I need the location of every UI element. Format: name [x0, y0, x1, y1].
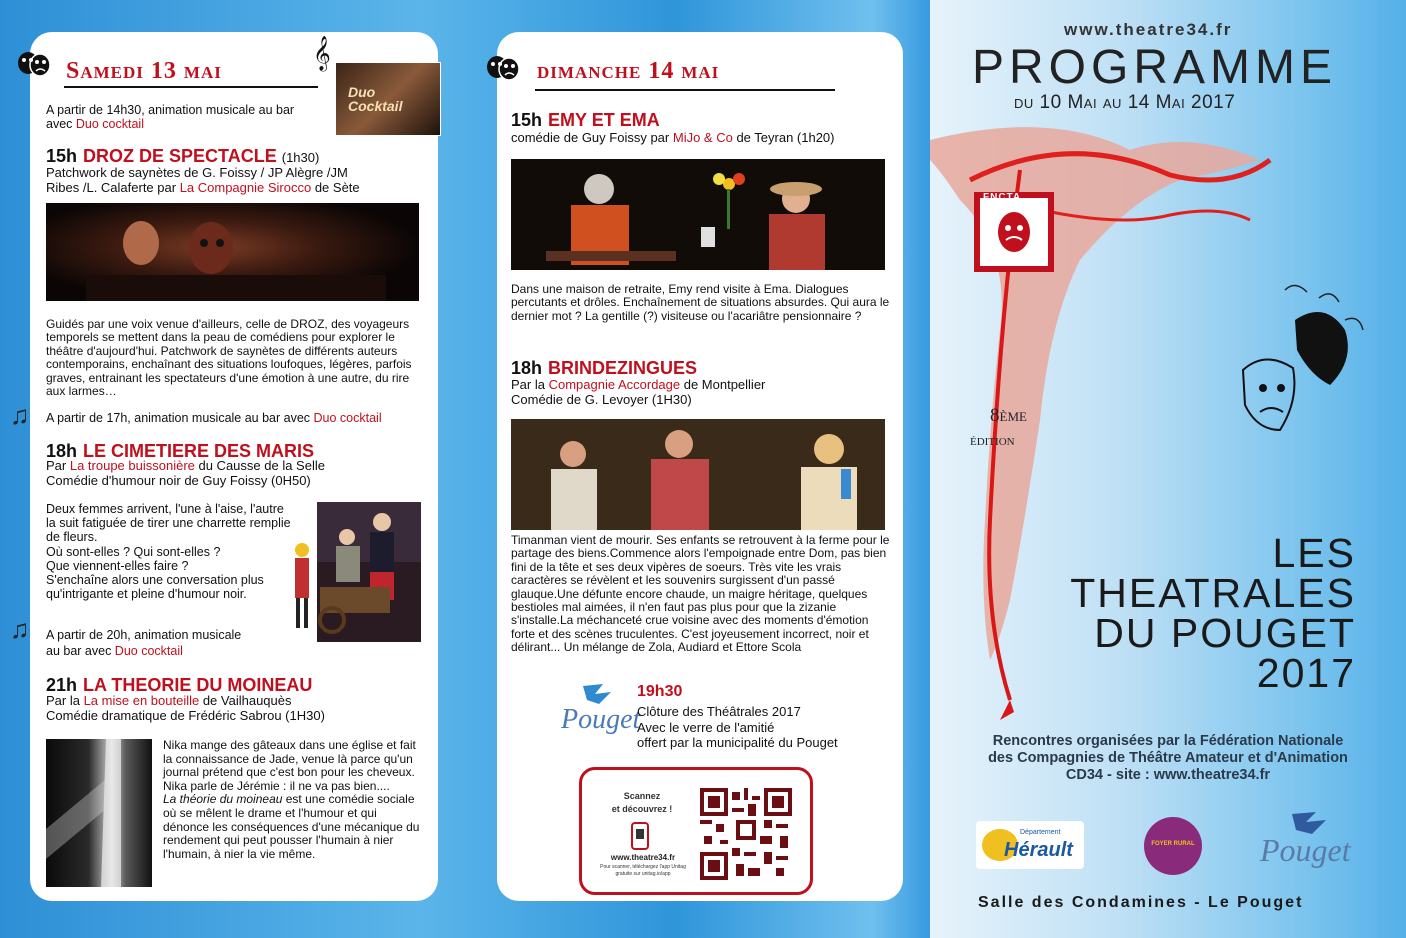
festival-title: LES THEATRALES DU POUGET 2017 — [1070, 530, 1356, 696]
pouget-logo — [1256, 810, 1351, 882]
theatre-masks-icon — [16, 50, 52, 85]
show-brindezingues-info: Par la Compagnie Accordage de Montpellier Comédie de G. Levoyer (1H30) — [511, 377, 766, 407]
show-emy-photo — [511, 159, 885, 270]
theatre-masks-icon — [485, 54, 521, 89]
theatre-masks-icon — [1235, 280, 1375, 460]
show-moineau-summary: Nika mange des gâteaux dans une église et fait la connaissance de Jade, venue là parce qu'un journal prétend que c'est bon pour les cheveux. Nika parle de Jérémie : il ne va pas bien.... La théorie du moineau est une comédie sociale où se mêlent le drame et l'humour et qui dénonce les conséquences d'une mécanique du rendement qui peut pousser l'humain à nier l'humain, à nier la vie même. — [163, 738, 420, 861]
music-notice-1: A partir de 14h30, animation musicale au bar avec Duo cocktail — [46, 103, 295, 131]
show-moineau-title: 21h LA THEORIE DU MOINEAU — [46, 675, 313, 695]
qr-fineprint: Pour scanner, téléchargez l'app Unitag gratuite sur unitag.io/app — [600, 864, 686, 877]
sunday-panel — [497, 32, 903, 901]
fncta-logo-text: FNCTA — [983, 192, 1022, 203]
pouget-logo — [559, 682, 641, 758]
music-note-icon: ♫ — [10, 400, 30, 430]
show-cimetiere-summary: Deux femmes arrivent, l'une à l'aise, l'autre la suit fatiguée de tirer une charrette remplie de fleurs. Où sont-elles ? Qui sont-elles ? Que viennent-elles faire ? S'enchaîne alors une conversation plus qu'intrigante et pleine d'humour noir. — [46, 502, 291, 602]
show-brindezingues-photo — [511, 419, 885, 530]
pouget-logo-text: Pouget — [561, 704, 641, 735]
pouget-logo-text: Pouget — [1260, 832, 1351, 868]
saturday-title: Samedi 13 mai — [66, 58, 222, 84]
cover-panel — [930, 0, 1406, 938]
show-brindezingues-title: 18h BRINDEZINGUES — [511, 358, 698, 378]
qr-code-box[interactable] — [579, 767, 813, 895]
music-note-icon: ♫ — [10, 614, 30, 644]
herault-logo — [976, 821, 1084, 869]
show-droz-summary: Guidés par une voix venue d'ailleurs, celle de DROZ, des voyageurs temporels se mettent dans la peau de comédiens pour explorer le théâtre d'aujourd'hui. Patchwork de saynètes de différents auteurs contemporains, enchaînant des situations loufoques, légères, parfois graves, entrainant les spectateurs d'une émotion à une autre, du rire aux larmes… — [46, 317, 412, 399]
closing-info: Clôture des Théâtrales 2017 Avec le verre de l'amitié offert par la municipalité du Pouget — [637, 704, 838, 750]
music-notice-2: A partir de 17h, animation musicale au bar avec Duo cocktail — [46, 411, 382, 425]
show-droz-info: Patchwork de saynètes de G. Foissy / JP Alègre /JM Ribes /L. Calaferte par La Compagnie Sirocco de Sète — [46, 165, 360, 195]
show-emy-summary: Dans une maison de retraite, Emy rend visite à Ema. Dialogues percutants et drôles. Enchaînement de situations absurdes. Qui aura le dernier mot ? La gentille (?) visiteuse ou l'acariâtre pensionnaire ? — [511, 282, 890, 323]
qr-code-icon[interactable] — [700, 788, 792, 880]
show-cimetiere-title: 18h LE CIMETIERE DES MARIS — [46, 441, 315, 461]
organizer-text: Rencontres organisées par la Fédération Nationale des Compagnies de Théâtre Amateur et d'Animation CD34 - site : www.theatre34.fr — [988, 733, 1348, 783]
music-note-icon: 𝄞 — [313, 37, 331, 70]
edition-number: 8ème — [990, 405, 1027, 426]
qr-url: www.theatre34.fr — [610, 853, 676, 862]
herault-logo-small: Département — [1020, 829, 1061, 836]
foyer-rural-logo — [1144, 817, 1202, 875]
show-cimetiere-photo — [292, 502, 421, 652]
herault-logo-text: Hérault — [1004, 839, 1073, 861]
show-droz-title: 15h DROZ DE SPECTACLE (1h30) — [46, 146, 320, 166]
programme-title: PROGRAMME — [972, 41, 1338, 94]
show-moineau-photo — [46, 739, 152, 887]
brush-artwork — [930, 0, 1406, 938]
venue-text: Salle des Condamines - Le Pouget — [978, 894, 1304, 911]
edition-word: édition — [970, 433, 1015, 449]
duo-cocktail-photo — [335, 62, 441, 136]
show-droz-photo — [46, 203, 419, 301]
show-emy-title: 15h EMY ET EMA — [511, 110, 660, 130]
qr-caption: Scannez et découvrez ! — [611, 791, 673, 814]
music-notice-3: A partir de 20h, animation musicale au bar avec Duo cocktail — [46, 628, 242, 658]
phone-icon — [630, 822, 650, 850]
foyer-rural-text: FOYER RURAL — [1151, 841, 1195, 847]
duo-cocktail-photo-text: Duo Cocktail — [348, 84, 403, 114]
sunday-title: dimanche 14 mai — [537, 58, 720, 84]
closing-time: 19h30 — [637, 683, 683, 700]
show-moineau-info: Par la La mise en bouteille de Vailhauquès Comédie dramatique de Frédéric Sabrou (1H30) — [46, 693, 325, 723]
saturday-panel — [10, 32, 438, 901]
fncta-logo — [974, 192, 1054, 272]
show-emy-info: comédie de Guy Foissy par MiJo & Co de Teyran (1h20) — [511, 130, 835, 145]
show-cimetiere-info: Par La troupe buissonière du Causse de la Selle Comédie d'humour noir de Guy Foissy (0H50) — [46, 458, 325, 488]
website-header: www.theatre34.fr — [1064, 20, 1233, 39]
show-brindezingues-summary: Timanman vient de mourir. Ses enfants se retrouvent à la ferme pour le partage des biens.Commence alors l'empoignade entre Dom, pas bien fini de la tête et ses deux vipères de soeurs. Très vite les vrais caractères se révèlent et les souvenirs surgissent d'un passé glauque.Une défunte encore chaude, un maigre héritage, quelques bestioles mal aimées, il n'en faut pas plus pour que la zizanie s'installe.La méchanceté crue voisine avec des moments d'émotion forte et des scènes truculentes. C'est joyeusement incorrect, noir et délirant... Un mélange de Zola, Audiard et Ettore Scola — [511, 533, 890, 655]
programme-dates: du 10 Mai au 14 Mai 2017 — [1014, 92, 1236, 113]
